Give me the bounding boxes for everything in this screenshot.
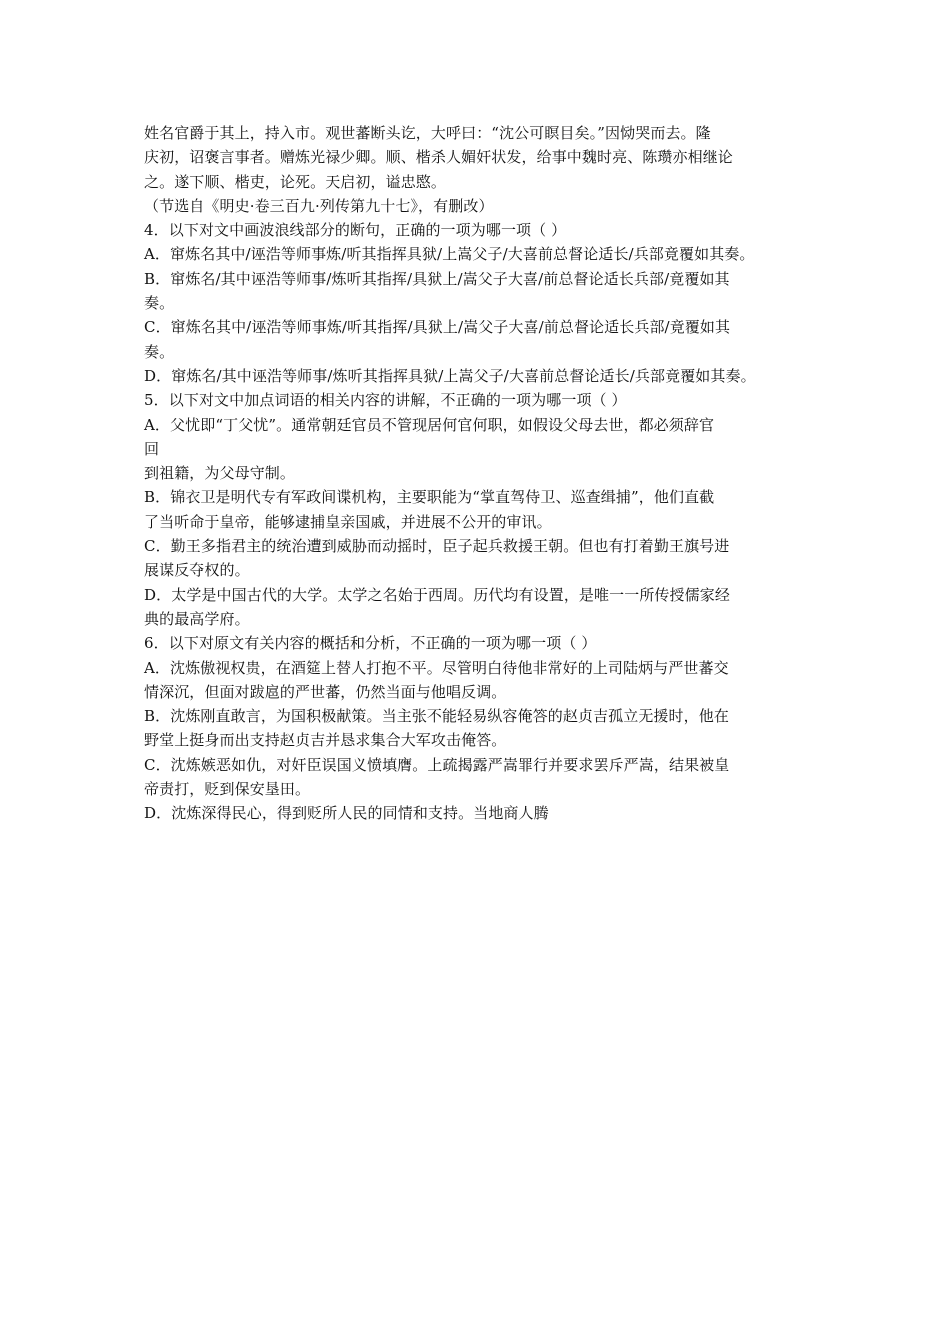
text-line: 姓名官爵于其上，持入市。观世蕃断头讫，大呼曰：“沈公可瞑目矣。”因恸哭而去。隆 [144,124,711,142]
option-line: D．沈炼深得民心，得到贬所人民的同情和支持。当地商人腾 [144,804,549,823]
source-citation: （节选自《明史·卷三百九·列传第九十七》，有删改） [144,196,494,215]
option-line: C．沈炼嫉恶如仇，对奸臣误国义愤填膺。上疏揭露严嵩罪行并要求罢斥严嵩，结果被皇 [144,755,730,774]
option-line: A．窜炼名其中/诬浩等师事炼/听其指挥具狱/上嵩父子/大喜前总督论适长/兵部竟覆如其奏。 [144,245,755,264]
text-line: 了当听命于皇帝，能够逮捕皇亲国戚，并进展不公开的审讯。 [144,512,552,531]
option-line: D．太学是中国古代的大学。太学之名始于西周。历代均有设置，是唯一一所传授儒家经 [144,585,730,604]
text-line: 之。遂下顺、楷吏，论死。天启初，谥忠愍。 [144,172,447,191]
question-4: 4．以下对文中画波浪线部分的断句，正确的一项为哪一项（ ） [144,221,567,240]
option-line: D．窜炼名/其中诬浩等师事/炼听其指挥具狱/上嵩父子/大喜前总督论适长/兵部竟覆如其奏。 [144,366,756,385]
option-line: B．窜炼名/其中诬浩等师事/炼听其指挥/具狱上/嵩父子大喜/前总督论适长兵部/竟覆如其 [144,269,730,288]
option-line: C．窜炼名其中/诬浩等师事炼/听其指挥/具狱上/嵩父子大喜/前总督论适长兵部/竟覆如其 [144,318,731,337]
question-5: 5．以下对文中加点词语的相关内容的讲解，不正确的一项为哪一项（ ） [144,391,627,410]
text-line: 回 [144,439,160,458]
option-line: B．锦衣卫是明代专有军政间谍机构，主要职能为“掌直驾侍卫、巡查缉捕”，他们直截 [144,488,715,507]
text-line: 庆初，诏褒言事者。赠炼光禄少卿。顺、楷杀人媚奸状发，给事中魏时亮、陈瓒亦相继论 [144,148,733,167]
option-line: B．沈炼刚直敢言，为国积极献策。当主张不能轻易纵容俺答的赵贞吉孤立无援时，他在 [144,707,729,726]
question-6: 6．以下对原文有关内容的概括和分析，不正确的一项为哪一项（ ） [144,634,597,653]
text-line: 野堂上挺身而出支持赵贞吉并恳求集合大军攻击俺答。 [144,731,507,750]
text-line: 典的最高学府。 [144,609,250,628]
text-line: 奏。 [144,342,175,361]
text-line: 情深沉，但面对跋扈的严世蕃，仍然当面与他唱反调。 [144,682,507,701]
option-line: C．勤王多指君主的统治遭到威胁而动摇时，臣子起兵救援王朝。但也有打着勤王旗号进 [144,537,730,556]
document-page [144,121,824,826]
text-line: 到祖籍，为父母守制。 [144,464,296,483]
text-line: 奏。 [144,294,175,313]
text-line: 帝责打，贬到保安垦田。 [144,780,311,799]
text-line: 展谋反夺权的。 [144,561,250,580]
option-line: A．沈炼傲视权贵，在酒筵上替人打抱不平。尽管明白待他非常好的上司陆炳与严世蕃交 [144,658,729,677]
option-line: A．父忧即“丁父忧”。通常朝廷官员不管现居何官何职，如假设父母去世，都必须辞官 [144,415,715,434]
